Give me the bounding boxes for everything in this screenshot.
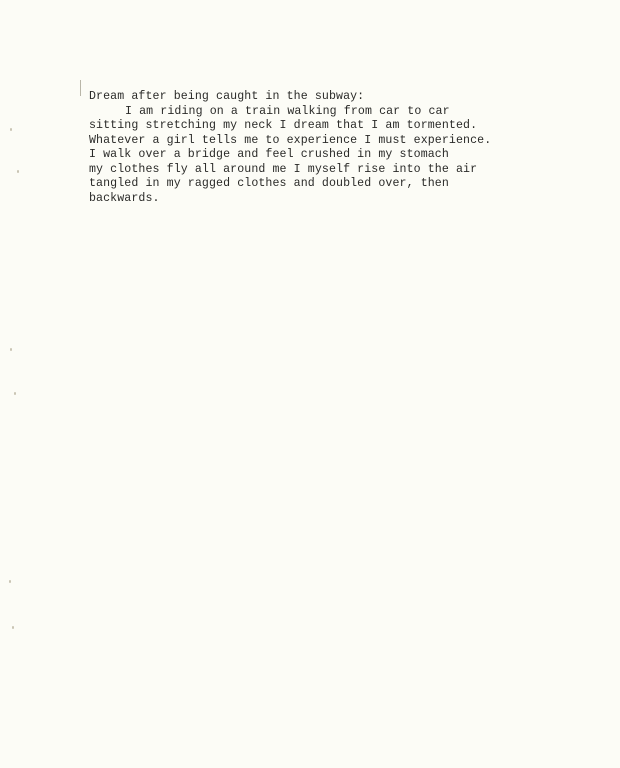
paper-speck [14, 392, 16, 395]
poem-line: Whatever a girl tells me to experience I must experience. [89, 133, 492, 147]
poem-line: my clothes fly all around me I myself rise into the air [89, 162, 478, 176]
margin-mark [80, 80, 81, 96]
paper-speck [10, 348, 12, 351]
poem-line: tangled in my ragged clothes and doubled over, then [89, 177, 449, 190]
paper-speck [9, 580, 11, 583]
poem-line: backwards. [89, 191, 160, 205]
poem-line: I am riding on a train walking from car to car [125, 104, 450, 118]
poem-line: sitting stretching my neck I dream that I am tormented. [89, 119, 478, 132]
paper-speck [10, 128, 12, 131]
poem-line: I walk over a bridge and feel crushed in my stomach [89, 148, 449, 161]
paper-speck [12, 626, 14, 629]
typed-poem [89, 90, 529, 206]
poem-line-title: Dream after being caught in the subway: [89, 90, 365, 103]
paper-speck [17, 170, 19, 173]
